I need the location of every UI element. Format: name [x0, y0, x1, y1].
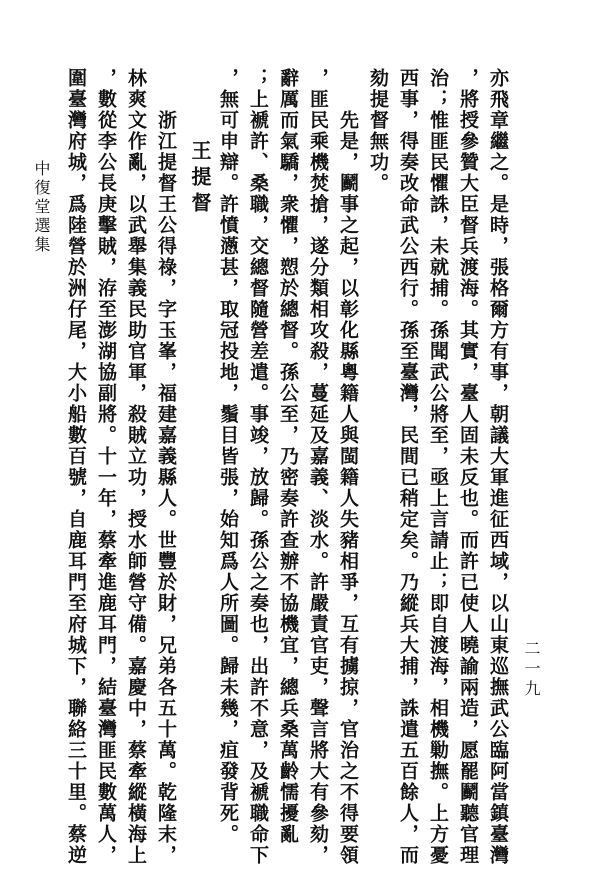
text-column: ，無可申辯。許憤懣甚，取冠投地，鬚目皆張，始知爲人所圖。歸未幾，疽發背死。 — [217, 68, 239, 845]
section-title: 王提督 — [188, 140, 212, 218]
text-column: 辭厲而氣驕，衆懼，愬於總督。孫公至，乃密奏許查辦不協機宜，總兵桑萬齡懦擾亂 — [277, 68, 299, 845]
running-head: 中復堂選集 — [32, 160, 51, 255]
text-column: 亦飛章繼之。是時，張格爾方有事，朝議大軍進征西域，以山東巡撫武公臨阿當鎮臺灣 — [487, 68, 509, 866]
text-column: 圍臺灣府城，爲陸營於洲仔尾，大小船數百號，自鹿耳門至府城下，聯絡三十里。蔡逆 — [65, 68, 87, 866]
page-number: 二一九 — [522, 640, 541, 700]
text-column: ；上褫許、桑職，交總督隨營差遣。事竣，放歸。孫公之奏也，出許不意，及褫職命下 — [247, 68, 269, 866]
text-column: ，數從李公長庚擊賊，洊至澎湖協副將。十一年，蔡牽進鹿耳門，結臺灣匪民數萬人， — [95, 68, 117, 866]
text-column: ，將授參贊大臣督兵渡海。其實，臺人固未反也。而許已使人曉諭兩造，愿罷鬬聽官理 — [457, 68, 479, 866]
text-column: ，匪民乘機焚搶，遂分類相攻殺，蔓延及嘉義、淡水。許嚴責官吏，聲言將大有參劾， — [307, 68, 329, 866]
text-column: 治；惟匪民懼誅，未就捕。孫聞武公將至，亟上言請止；即自渡海，相機勦撫。上方憂 — [427, 68, 449, 866]
text-column: 劾提督無功。 — [367, 68, 389, 194]
text-column: 西事，得奏改命武公西行。孫至臺灣，民間已稍定矣。乃縱兵大捕，誅遣五百餘人，而 — [397, 68, 419, 866]
text-column: 林爽文作亂，以武舉集義民助官軍，殺賊立功，授水師營守備。嘉慶中，蔡牽縱橫海上 — [125, 68, 147, 866]
text-column: 先是，鬬事之起，以彰化縣粵籍人與閩籍人失豬相爭，互有擄掠，官治之不得要領 — [337, 110, 359, 866]
text-column: 浙江提督王公得祿，字玉峯，福建嘉義縣人。世豐於財，兄弟各五十萬。乾隆末， — [155, 110, 177, 866]
